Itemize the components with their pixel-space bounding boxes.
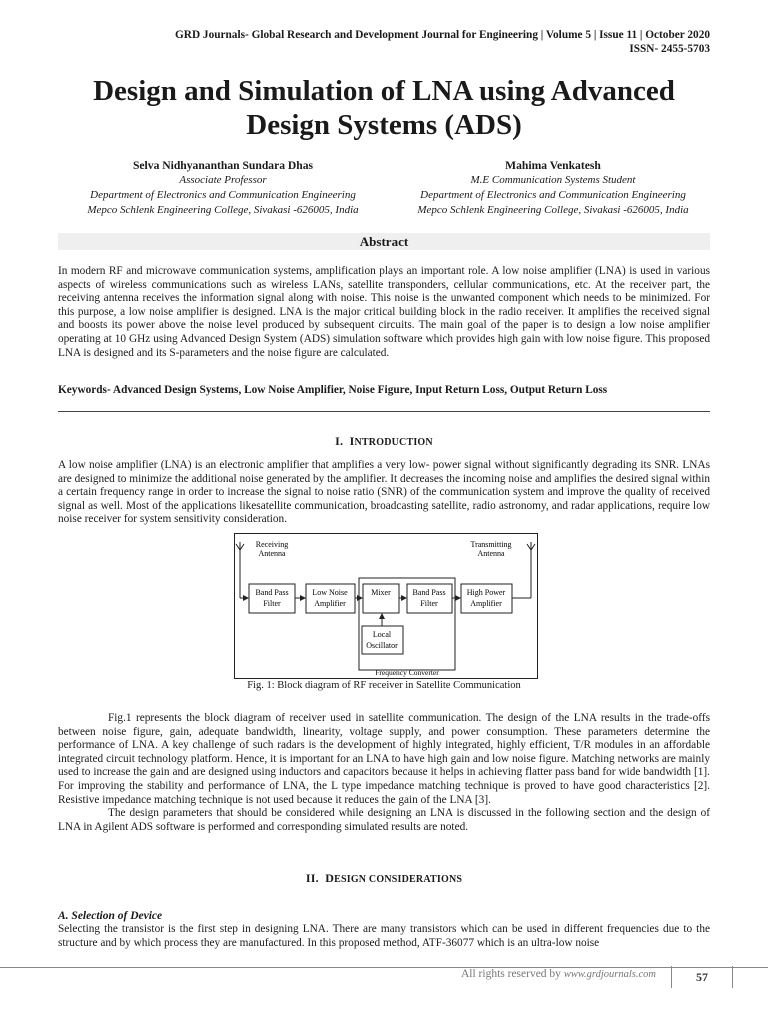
journal-url: www.grdjournals.com [563,969,656,980]
section-heading-introduction [0,434,768,449]
transmitting-antenna-label-2: Antenna [477,549,505,558]
title-line-2: Design Systems (ADS) [246,109,522,141]
device-selection-paragraph: Selecting the transistor is the first step in designing LNA. There are many transistors which can be used in different frequencies due to the structure and by which process they are manufactured. In this proposed method, ATF-36077 which is an ultra-low noise [58,923,710,949]
transmitting-antenna-label-1: Transmitting [470,540,512,549]
lna-label-1: Low Noise [312,588,348,597]
author-name: Mahima Venkatesh [505,159,601,172]
paragraph-fig1-description: Fig.1 represents the block diagram of receiver used in satellite communication. The design of the LNA results in the trade-offs between noise figure, gain, adequate bandwidth, linearity, voltage supply, and power consumption. These parameters determine the performance of LNA. A key challenge of such radars is the development of highly integrated, highly efficient, T/R modules in an affordable integrated circuit technology platform. Hence, it is important for an LNA to have high gain and low noise figure. Matching networks are mainly used to increase the gain and are designed using inductors and capacitors because it helps in achieving flatter pass band for wide bandwidth [1]. For improving the stability and performance of LNA, the L type impedance matching technique is proved to have good characteristics [2]. Resistive impedance matching technique is not used because it reduces the gain of the LNA [3]. [58,712,710,806]
receiving-antenna-label-1: Receiving [255,540,289,549]
divider [58,411,710,412]
paragraph-design-parameters: The design parameters that should be considered while designing an LNA is discussed in the following section and the design of LNA in Agilent ADS software is performed and corresponding simulated results are noted. [58,807,710,833]
subsection-heading: A. Selection of Device [58,910,163,922]
bpf1-label-2: Filter [263,599,281,608]
figure-caption: Fig. 1: Block diagram of RF receiver in Satellite Communication [247,680,521,691]
mixer-label: Mixer [371,588,391,597]
rights-text: All rights reserved by [460,968,564,980]
journal-header: GRD Journals- Global Research and Development Journal for Engineering | Volume 5 | Issue 11 | October 2020 [175,29,710,41]
lo-label-2: Oscillator [366,641,398,650]
section-number: II. [305,871,319,885]
hpa-label-2: Amplifier [470,599,502,608]
transmitting-antenna-icon [527,542,535,598]
author-role: M.E Communication Systems Student [470,174,636,186]
author-affiliation: Mepco Schlenk Engineering College, Sivakasi -626005, India [87,204,359,216]
page-number: 57 [671,966,733,988]
author-1 [58,158,388,218]
body-paragraph [58,712,710,834]
section-title-initial: I [349,434,355,448]
paper-title [0,74,768,142]
receiving-antenna-icon [236,542,244,598]
author-department: Department of Electronics and Communication Engineering [90,189,356,201]
abstract-text: In modern RF and microwave communication systems, amplification plays an important role. A low noise amplifier (LNA) is used in various aspects of wireless communications such as wireless LANs, satellite transponders, cellular communications, etc. At the receiver part, the receiving antenna receives the information signal along with noise. This noise is the unwanted component which needs to be minimized. For this purpose, a low noise amplifier is designed. LNA is the major critical building block in the radio receiver. It amplifies the received signal and boosts its power above the noise level produced by subsequent circuits. The main goal of the paper is to design a low noise amplifier operating at 10 GHz using Advanced Design System (ADS) simulation software which provides high gain with low noise figure. This proposed LNA is designed and its S-parameters and the noise figure are calculated. [58,265,710,359]
author-department: Department of Electronics and Communication Engineering [420,189,686,201]
section-title-rest: ESIGN CONSIDERATIONS [334,874,463,885]
author-role: Associate Professor [179,174,267,186]
keywords: Keywords- Advanced Design Systems, Low Noise Amplifier, Noise Figure, Input Return Loss, Output Return Loss [58,384,608,396]
abstract-heading: Abstract [58,233,710,250]
block-diagram-figure [234,533,538,679]
hpa-label-1: High Power [466,588,506,597]
section-heading-design-considerations [0,871,768,886]
author-name: Selva Nidhyananthan Sundara Dhas [132,159,314,172]
title-line-1: Design and Simulation of LNA using Advanced [93,75,675,107]
receiving-antenna-label-2: Antenna [258,549,286,558]
lna-label-2: Amplifier [314,599,346,608]
bpf2-label-2: Filter [420,599,438,608]
section-title-initial: D [325,871,335,885]
section-title-rest: NTRODUCTION [354,437,433,448]
author-2 [388,158,718,218]
section-number: I. [335,434,344,448]
author-affiliation: Mepco Schlenk Engineering College, Sivakasi -626005, India [417,204,689,216]
intro-paragraph: A low noise amplifier (LNA) is an electronic amplifier that amplifies a very low- power signal without significantly degrading its SNR. LNAs are designed to minimize the additional noise generated by the amplifier. It decreases the incoming noise and amplifies the desired signal within a certain frequency range in order to increase the signal to noise ratio (SNR) of the communication system and improve the quality of received signal as well. Most of the applications likesatellite communication, broadcasting satellite, radio astronomy, and radar applications, require low noise receiver for system sensitivity consideration. [58,459,710,526]
lo-label-1: Local [372,630,392,639]
footer-rights [461,968,656,980]
bpf2-label-1: Band Pass [412,588,446,597]
bpf1-label-1: Band Pass [255,588,289,597]
frequency-converter-label: Frequency Converter [375,668,439,677]
issn: ISSN- 2455-5703 [629,43,710,55]
